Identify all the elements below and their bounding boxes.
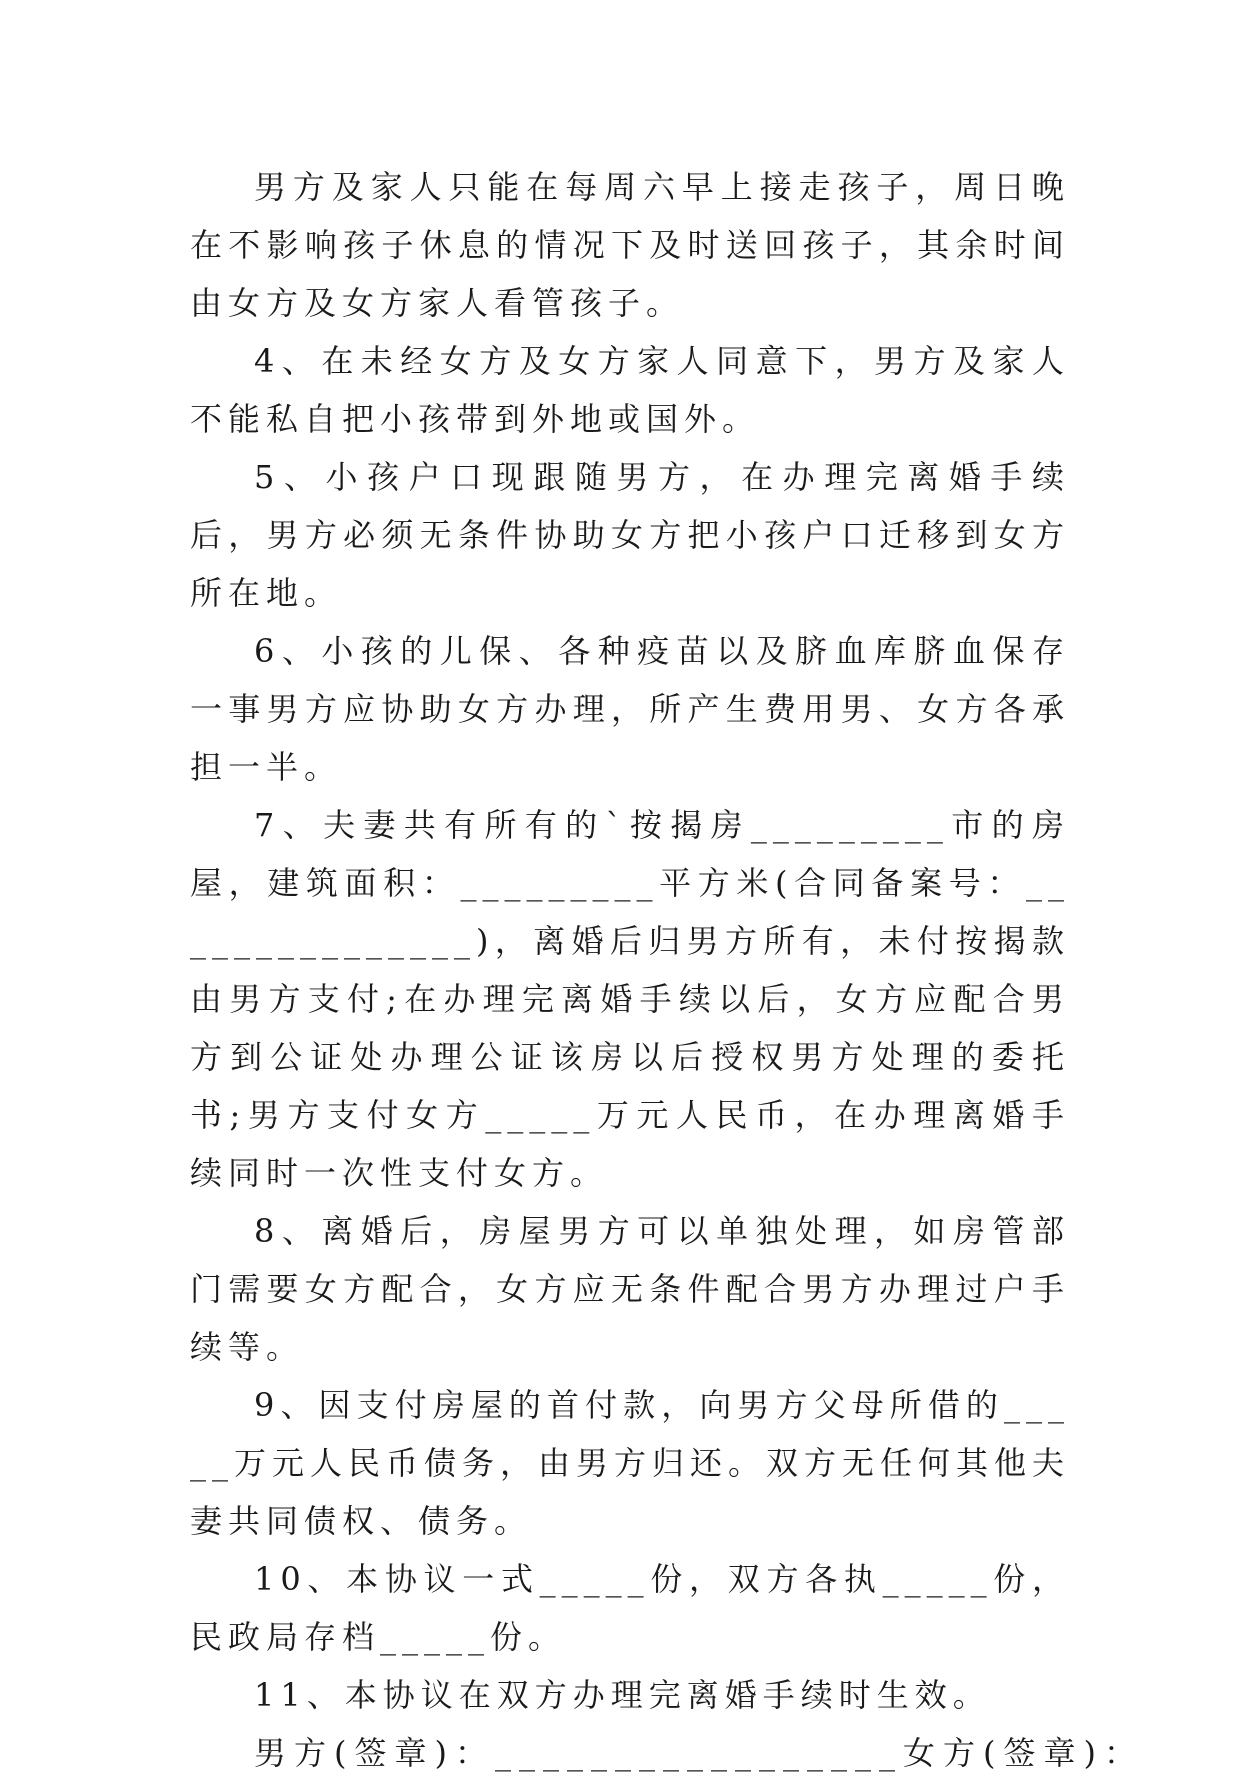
- paragraph-clause-6: 6、小孩的儿保、各种疫苗以及脐血库脐血保存一事男方应协助女方办理，所产生费用男、女方各承担一半。: [190, 632, 1070, 786]
- paragraph-clause-8: 8、离婚后，房屋男方可以单独处理，如房管部门需要女方配合，女方应无条件配合男方办理过户手续等。: [190, 1212, 1070, 1366]
- agreement-body: [190, 158, 1144, 1782]
- paragraph-clause-5: 5、小孩户口现跟随男方，在办理完离婚手续后，男方必须无条件协助女方把小孩户口迁移到女方所在地。: [190, 458, 1070, 612]
- paragraph-clause-7: 7、夫妻共有所有的`按揭房_________市的房屋，建筑面积：_________平方米(合同备案号：_______________)，离婚后归男方所有，未付按揭款由男方支付;在办理完离婚手续以后，女方应配合男方到公证处办理公证该房以后授权男方处理的委托书;男方支付女方_____万元人民币，在办理离婚手续同时一次性支付女方。: [190, 806, 1070, 1192]
- paragraph-custody-schedule: 男方及家人只能在每周六早上接走孩子，周日晚在不影响孩子休息的情况下及时送回孩子，其余时间由女方及女方家人看管孩子。: [190, 168, 1070, 322]
- paragraph-clause-4: 4、在未经女方及女方家人同意下，男方及家人不能私自把小孩带到外地或国外。: [190, 342, 1070, 438]
- paragraph-clause-11: 11、本协议在双方办理完离婚手续时生效。: [254, 1676, 991, 1714]
- signature-line: 男方(签章)：_________________女方(签章)：: [254, 1734, 1144, 1772]
- paragraph-clause-10: 10、本协议一式_____份，双方各执_____份，民政局存档_____份。: [190, 1560, 1070, 1656]
- paragraph-clause-9: 9、因支付房屋的首付款，向男方父母所借的_____万元人民币债务，由男方归还。双方无任何其他夫妻共同债权、债务。: [190, 1386, 1071, 1540]
